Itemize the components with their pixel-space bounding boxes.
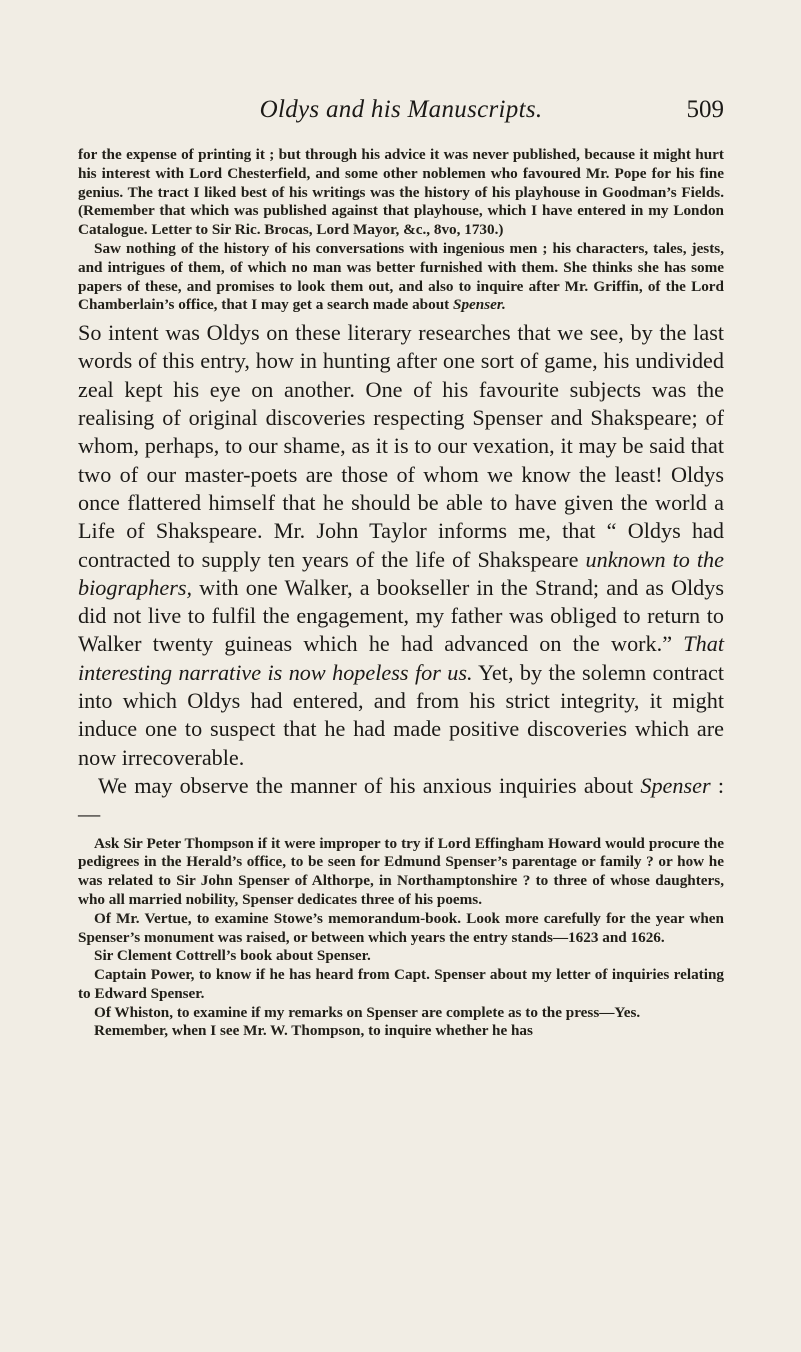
running-title: Oldys and his Manuscripts. [259, 96, 543, 123]
note-item: Of Mr. Vertue, to examine Stowe’s memorandum-book. Look more carefully for the year when Spenser’s monument was raised, or between which years the entry stands—1623 and 1626. [78, 909, 724, 946]
main-paragraph-1-a: So intent was Oldys on these literary researches that we see, by the last words of this entry, how in hunting after one sort of game, his undivided zeal kept his eye on another. One of his favourite subjects was the realising of original discoveries respecting Spenser and Shakspeare; of whom, perhaps, to our shame, as it is to our vexation, it may be said that two of our master-poets are those of whom we know the least! Oldys once flattered himself that he should be able to have given the world a Life of Shakspeare. Mr. John Taylor informs me, that “ Oldys had contracted to supply ten years of the life of Shakspeare [78, 320, 724, 572]
main-paragraph-1 [78, 319, 724, 772]
diary-paragraph-2 [78, 240, 724, 315]
main-paragraph-1-b: with one Walker, a bookseller in the Strand; and as Oldys did not live to fulfil the engagement, my father was obliged to return to Walker twenty guineas which he had advanced on the work.” [78, 574, 724, 657]
page-number: 509 [686, 96, 724, 123]
main-paragraph-2 [78, 772, 724, 829]
main-text [78, 319, 724, 828]
note-item: Remember, when I see Mr. W. Thompson, to inquire whether he has [94, 1022, 533, 1040]
main-paragraph-2-a: We may observe the manner of his anxious inquiries about [98, 772, 641, 798]
quoted-diary-block [78, 146, 724, 315]
inquiry-notes [78, 835, 724, 1042]
page-header [78, 96, 724, 132]
diary-paragraph-2-text: Saw nothing of the history of his conversations with ingenious men ; his characters, tales, jests, and intrigues of them, of which no man was better furnished with them. She thinks she has some papers of these, and promises to look them out, and also to inquire after Mr. Griffin, of the Lord Chamberlain’s office, that I may get a search made about [78, 239, 724, 314]
note-item: Sir Clement Cottrell’s book about Spenser. [94, 947, 371, 965]
book-page [78, 96, 724, 1041]
main-paragraph-1-italic-1: unknown to the biographers, [78, 546, 724, 600]
note-item: Captain Power, to know if he has heard from Capt. Spenser about my letter of inquiries relating to Edward Spenser. [78, 966, 724, 1002]
note-item: Ask Sir Peter Thompson if it were improper to try if Lord Effingham Howard would procure the pedigrees in the Herald’s office, to be seen for Edmund Spenser’s parentage or family ? or how he was related to Sir John Spenser of Althorpe, in Northamptonshire ? to three of whose daughters, who all married nobility, Spenser dedicates three of his poems. [78, 834, 724, 908]
main-paragraph-1-italic-2: That interesting narrative is now hopeless for us. [78, 631, 724, 685]
main-paragraph-1-c: Yet, by the solemn contract into which Oldys had entered, and from his strict integrity, it might induce one to suspect that he had made positive discoveries which are now irrecoverable. [78, 659, 724, 770]
main-paragraph-2-b: :— [78, 772, 724, 827]
diary-paragraph-2-italic: Spenser. [453, 296, 506, 314]
diary-paragraph-1: for the expense of printing it ; but through his advice it was never published, because it might hurt his interest with Lord Chesterfield, and some other noblemen who favoured Mr. Pope for his fine genius. The tract I liked best of his writings was the history of his playhouse in Goodman’s Fields. (Remember that which was published against that playhouse, which I have entered in my London Catalogue. Letter to Sir Ric. Brocas, Lord Mayor, &c., 8vo, 1730.) [78, 146, 724, 239]
note-item: Of Whiston, to examine if my remarks on Spenser are complete as to the press—Yes. [94, 1003, 641, 1021]
main-paragraph-2-italic: Spenser [640, 772, 711, 798]
